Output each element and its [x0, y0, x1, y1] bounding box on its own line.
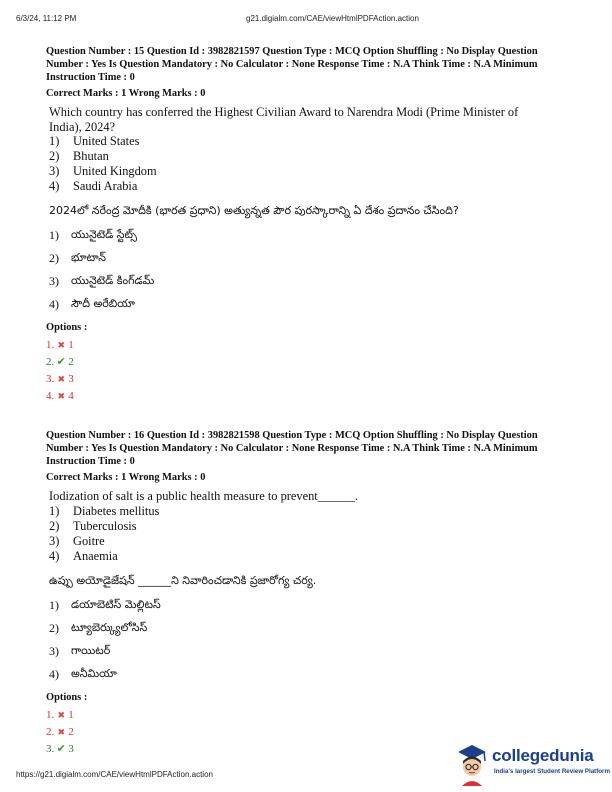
option-te: 1) యునైటెడ్ స్టేట్స్	[49, 228, 137, 242]
option-en: 4) Saudi Arabia	[49, 179, 138, 193]
answer-option: 2. ✔ 2	[46, 354, 566, 371]
option-te: 3) గాయిటర్	[49, 643, 111, 658]
question-block-15	[46, 45, 566, 405]
option-te: 3) యునైటెడ్ కింగ్‌డమ్	[49, 274, 155, 288]
options-label: Options :	[46, 322, 88, 333]
page-url-header: g21.digialm.com/CAE/viewHtmlPDFAction.action	[246, 14, 419, 23]
option-en: 3) United Kingdom	[49, 164, 157, 178]
graduate-mascot-icon	[454, 742, 490, 786]
answer-option: 4. ✖ 4	[46, 388, 566, 405]
question-marks: Correct Marks : 1 Wrong Marks : 0	[46, 88, 206, 99]
cross-icon: ✖	[57, 374, 66, 384]
option-te: 4) అనీమియా	[49, 666, 117, 681]
page-url-footer: https://g21.digialm.com/CAE/viewHtmlPDFAction.action	[16, 770, 213, 779]
answer-key-list	[46, 337, 566, 405]
options-label: Options :	[46, 691, 88, 703]
question-text-te: 2024లో నరేంద్ర మోదీకి (భారత ప్రధాని) అత్యున్నత పౌర పురస్కారాన్ని ఏ దేశం ప్రదానం చేసింది?	[49, 204, 459, 217]
option-te: 2) భూటాన్	[49, 251, 106, 265]
collegedunia-logo	[454, 742, 612, 788]
question-text-en: Iodization of salt is a public health measure to prevent______.	[49, 489, 358, 503]
answer-option: 2. ✖ 2	[46, 724, 566, 741]
option-te: 4) సౌదీ అరేబియా	[49, 297, 135, 311]
check-icon: ✔	[56, 356, 66, 368]
option-en: 4) Anaemia	[49, 548, 118, 563]
option-en: 2) Bhutan	[49, 149, 109, 163]
option-en: 1) United States	[49, 134, 140, 148]
logo-wordmark: collegedunia	[492, 746, 594, 765]
answer-option: 1. ✖ 1	[46, 707, 566, 724]
options-en-list	[49, 504, 566, 564]
question-meta: Question Number : 15 Question Id : 3982821597 Question Type : MCQ Option Shuffling : No Display Question Number : Yes Is Question Mandatory : No Calculator : None Response Time : N.A Think Time : N.A Minimum Instruction Time : 0	[46, 46, 538, 83]
options-en-list	[49, 134, 566, 194]
check-icon: ✔	[56, 742, 66, 755]
print-datetime: 6/3/24, 11:12 PM	[16, 14, 77, 23]
options-te-list	[49, 228, 566, 320]
option-te: 1) డయాబెటిస్ మెల్లిటస్	[49, 597, 161, 612]
cross-icon: ✖	[57, 726, 66, 737]
question-text-te: ఉప్పు అయోడైజేషన్ ______ని నివారించడానికి ప్రజారోగ్య చర్య.	[49, 573, 317, 587]
cross-icon: ✖	[57, 340, 66, 350]
option-te: 2) ట్యూబెర్క్యులోసిస్	[49, 620, 148, 635]
logo-tagline: India's largest Student Review Platform	[494, 768, 610, 775]
answer-option: 1. ✖ 1	[46, 337, 566, 354]
option-en: 2) Tuberculosis	[49, 518, 137, 533]
cross-icon: ✖	[57, 391, 66, 401]
cross-icon: ✖	[57, 709, 66, 720]
answer-option: 3. ✖ 3	[46, 371, 566, 388]
question-meta: Question Number : 16 Question Id : 3982821598 Question Type : MCQ Option Shuffling : No Display Question Number : Yes Is Question Mandatory : No Calculator : None Response Time : N.A Think Time : N.A Minimum Instruction Time : 0	[46, 430, 538, 467]
option-en: 1) Diabetes mellitus	[49, 503, 160, 518]
options-te-list	[49, 598, 566, 690]
answer-option: 3. ✔ 3	[46, 741, 566, 758]
question-marks: Correct Marks : 1 Wrong Marks : 0	[46, 472, 206, 483]
option-en: 3) Goitre	[49, 533, 105, 548]
question-block-16	[46, 429, 566, 758]
question-text-en: Which country has conferred the Highest Civilian Award to Narendra Modi (Prime Minister of India), 2024?	[49, 105, 519, 134]
